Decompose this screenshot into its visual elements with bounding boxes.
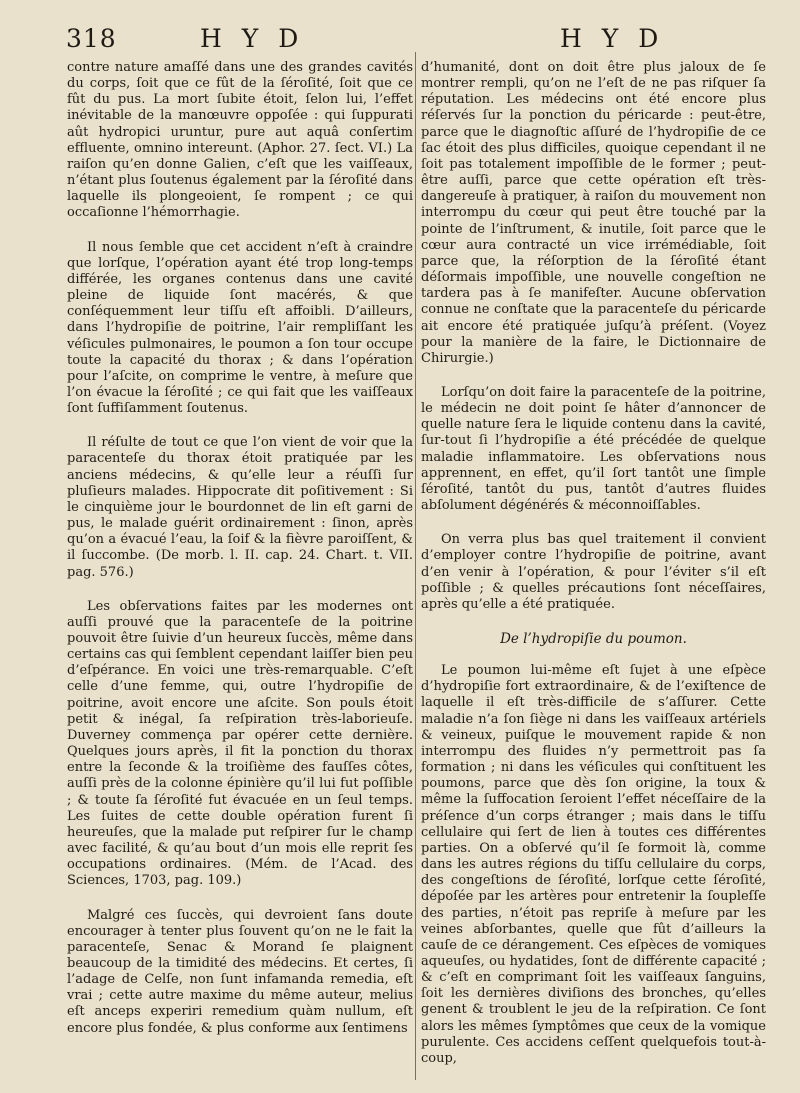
paragraph: Le poumon lui-même eſt ſujet à une eſpèce d’hydropiſie fort extraordinaire, & de l’exiſtence de laquelle il eſt très-difficile de s’aſſurer. Cette maladie n’a ſon ſiège ni dans les vaiſſeaux artériels & veineux, puiſque le mouvement rapide & non interrompu des fluides n’y permettroit pas ſa formation ; ni dans les véſicules qui conſtituent les poumons, parce que dès ſon origine, la toux & même la ſuffocation ſeroient l’effet néceſſaire de la préſence d’un corps étranger ; mais dans le tiſſu cellulaire qui ſert de lien à toutes ces différentes parties. On a obſervé qu’il ſe formoit là, comme dans les autres régions du tiſſu cellulaire du corps, des congeſtions de ſéroſité, lorſque cette ſéroſité, dépoſée par les artères pour entretenir la ſoupleſſe des parties, n’étoit pas repriſe à meſure par les veines abſorbantes, quelle que fût d’ailleurs la cauſe de ce dérangement. Ces eſpèces de vomiques aqueuſes, ou hydatides, ſont de différente capacité ; & c’eſt en comprimant ſoit les vaiſſeaux ſanguins, ſoit les dernières diviſions des bronches, qu’elles genent & troublent le jeu de la reſpiration. Ce ſont alors les mêmes ſymptômes que ceux de la vomique purulente. Ces accidens ceſſent quelquefois tout-à-coup, [421, 663, 766, 1066]
left-column [67, 60, 413, 1085]
page-header [0, 22, 800, 56]
paragraph: Lorſqu’on doit faire la paracenteſe de la poitrine, le médecin ne doit point ſe hâter d’annoncer de quelle nature ſera le liquide contenu dans la cavité, ſur-tout ſi l’hydropiſie a été précédée de quelque maladie inflammatoire. Les obſervations nous apprennent, en effet, qu’il ſort tantôt une ſimple ſéroſité, tantôt du pus, tantôt d’autres fluides abſolument dégénérés & méconnoiſſables. [421, 384, 766, 514]
paragraph: d’humanité, dont on doit être plus jaloux de ſe montrer rempli, qu’on ne l’eſt de ne pas riſquer ſa réputation. Les médecins ont été encore plus réſervés ſur la ponction du péricarde : peut-être, parce que le diagnoſtic aſſuré de l’hydropiſie de ce ſac étoit des plus difficiles, quoique cependant il ne ſoit pas totalement impoſſible de le former ; peut-être auſſi, parce que cette opération eſt très-dangereuſe à pratiquer, à raiſon du mouvement non interrompu du cœur qui peut être touché par la pointe de l’inſtrument, & inutile, ſoit parce que le cœur aura contracté un vice irrémédiable, ſoit parce que, la réſorption de la ſéroſité étant déſormais impoſſible, une nouvelle congeſtion ne tardera pas à ſe manifeſter. Aucune obſervation connue ne conſtate que la paracenteſe du péricarde ait encore été pratiquée juſqu’à préſent. (Voyez pour la manière de la faire, le Dictionnaire de Chirurgie.) [421, 60, 766, 366]
right-column [421, 60, 766, 1085]
paragraph: contre nature amaſſé dans une des grandes cavités du corps, ſoit que ce fût de la ſéroſité, ſoit que ce fût du pus. La mort ſubite étoit, ſelon lui, l’effet inévitable de la manœuvre oppoſée : qui ſuppurati aût hydropici uruntur, pure aut aquâ conſertim effluente, omnino intereunt. (Aphor. 27. ſect. VI.) La raiſon qu’en donne Galien, c’eſt que les vaiſſeaux, n’étant plus ſoutenus également par la ſéroſité dans laquelle ils plongeoient, ſe rompent ; ce qui occaſionne l’hémorrhagie. [67, 60, 413, 221]
running-head-left: H Y D [200, 24, 305, 53]
section-heading: De l’hydropiſie du poumon. [500, 631, 687, 647]
column-divider [415, 52, 416, 1080]
page-number: 318 [66, 24, 117, 53]
paragraph: Il réſulte de tout ce que l’on vient de voir que la paracenteſe du thorax étoit pratiquée par les anciens médecins, & qu’elle leur a réuſſi ſur pluſieurs malades. Hippocrate dit poſitivement : Si le cinquième jour le bourdonnet de lin eſt garni de pus, le malade guérit ordinairement : ſinon, après qu’on a évacué l’eau, la ſoif & la fièvre paroiſſent, & il ſuccombe. (De morb. l. II. cap. 24. Chart. t. VII. pag. 576.) [67, 435, 413, 580]
running-head-right: H Y D [560, 24, 665, 53]
paragraph: Il nous ſemble que cet accident n’eſt à craindre que lorſque, l’opération ayant été trop long-temps différée, les organes contenus dans une cavité pleine de liquide ſont macérés, & que conſéquemment leur tiſſu eſt affoibli. D’ailleurs, dans l’hydropiſie de poitrine, l’air rempliſſant les véſicules pulmonaires, le poumon a ſon tour occupe toute la capacité du thorax ; & dans l’opération pour l’aſcite, on comprime le ventre, à meſure que l’on évacue la ſéroſité ; ce qui fait que les vaiſſeaux ſont ſuffiſamment ſoutenus. [67, 239, 413, 417]
paragraph: Malgré ces ſuccès, qui devroient ſans doute encourager à tenter plus ſouvent qu’on ne le fait la paracenteſe, Senac & Morand ſe plaignent beaucoup de la timidité des médecins. Et certes, ſi l’adage de Celſe, non ſunt infamanda remedia, eſt vrai ; cette autre maxime du même auteur, melius eſt anceps experiri remedium quàm nullum, eſt encore plus fondée, & plus conforme aux ſentimens [67, 907, 413, 1036]
paragraph: On verra plus bas quel traitement il convient d’employer contre l’hydropiſie de poitrine, avant d’en venir à l’opération, & pour l’éviter s’il eſt poſſible ; & quelles précautions ſont néceſſaires, après qu’elle a été pratiquée. [421, 532, 766, 612]
paragraph: Les obſervations faites par les modernes ont auſſi prouvé que la paracenteſe de la poitrine pouvoit être ſuivie d’un heureux ſuccès, même dans certains cas qui ſemblent cependant laiſſer bien peu d’eſpérance. En voici une très-remarquable. C’eſt celle d’une femme, qui, outre l’hydropiſie de poitrine, avoit encore une aſcite. Son pouls étoit petit & inégal, ſa reſpiration très-laborieuſe. Duverney commença par opérer cette dernière. Quelques jours après, il fit la ponction du thorax entre la ſeconde & la troiſième des fauſſes côtes, auſſi près de la colonne épinière qu’il lui fut poſſible ; & toute ſa ſéroſité fut évacuée en un ſeul temps. Les ſuites de cette double opération furent ſi heureuſes, que la malade put reſpirer ſur le champ avec facilité, & qu’au bout d’un mois elle reprit ſes occupations ordinaires. (Mém. de l’Acad. des Sciences, 1703, pag. 109.) [67, 598, 413, 889]
